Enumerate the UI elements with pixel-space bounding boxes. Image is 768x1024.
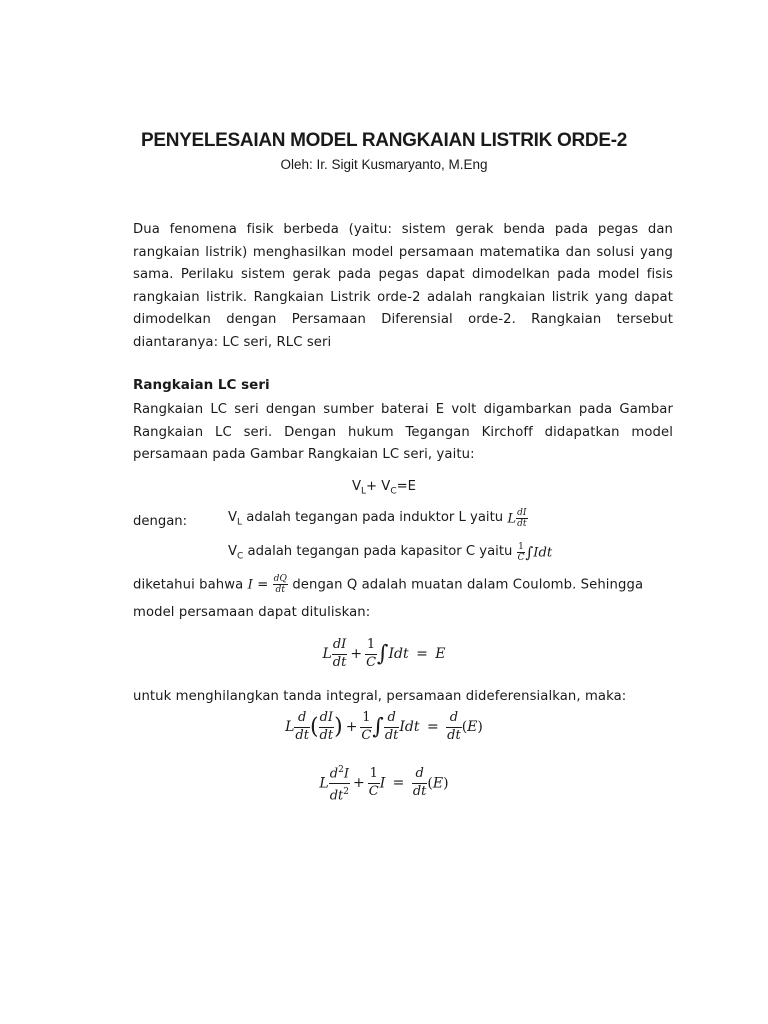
section-heading: Rangkaian LC seri (133, 377, 270, 393)
di-dt-fraction: $\frac{dI}{dt}$ (517, 508, 527, 529)
untuk-line: untuk menghilangkan tanda integral, persamaan dideferensialkan, maka: (133, 689, 627, 704)
def-vl: $V_L$ adalah tegangan pada induktor L yaitu L $\frac{dI}{dt}$ (228, 508, 527, 529)
dq-dt-fraction: $\frac{dQ}{dt}$ (273, 574, 288, 595)
author-line: Oleh: Ir. Sigit Kusmaryanto, M.Eng (280, 157, 488, 172)
equation-second-order: L $\frac{d^2I}{dt^2}$ + $\frac{1}{C}$ I = $\frac{d}{dt}$ (E) (0, 762, 768, 805)
equation-differentiated: L $\frac{d}{dt}$ ( $\frac{dI}{dt}$ ) + $\frac{1}{C}$ ∫ $\frac{d}{dt}$ Idt = $\frac{d}{dt}$ (E) (285, 710, 483, 743)
document-title: PENYELESAIAN MODEL RANGKAIAN LISTRIK ORDE-2 (140, 130, 628, 151)
dengan-label: dengan: (133, 514, 188, 529)
one-over-c-fraction: $\frac{1}{C}$ (517, 542, 525, 563)
def-vc: $V_C$ adalah tegangan pada kapasitor C yaitu $\frac{1}{C}$ ∫Idt (228, 542, 553, 563)
diketahui-line: diketahui bahwa I = $\frac{dQ}{dt}$ dengan Q adalah muatan dalam Coulomb. Sehingga (133, 574, 644, 595)
equation-lc-integral: L $\frac{dI}{dt}$ + $\frac{1}{C}$ ∫Idt = E (322, 637, 446, 670)
def-vc-text: adalah tegangan pada kapasitor C yaitu (247, 543, 513, 559)
section-paragraph: Rangkaian LC seri dengan sumber baterai E volt digambarkan pada Gambar Rangkaian LC seri. Dengan hukum Tegangan Kirchoff didapatkan model persamaan pada Gambar Rangkaian LC seri, yaitu: (133, 402, 673, 462)
diketahui-suffix: dengan Q adalah muatan dalam Coulomb. Sehingga (292, 577, 644, 593)
diketahui-prefix: diketahui bahwa (133, 577, 244, 593)
model-line: model persamaan dapat dituliskan: (133, 605, 371, 620)
kvl-equation: $V_L+ V_C=E$ (352, 479, 416, 497)
integral-symbol: ∫ (525, 543, 534, 562)
intro-paragraph: Dua fenomena fisik berbeda (yaitu: sistem gerak benda pada pegas dan rangkaian listrik) menghasilkan model persamaan matematika dan solusi yang sama. Perilaku sistem gerak pada pegas dapat dimodelkan pada model fisis rangkaian listrik. Rangkaian Listrik orde-2 adalah rangkaian listrik yang dapat dimodelkan dengan Persamaan Diferensial orde-2. Rangkaian tersebut diantaranya: LC seri, RLC seri (133, 222, 673, 350)
def-vl-text: adalah tegangan pada induktor L yaitu (246, 509, 504, 525)
